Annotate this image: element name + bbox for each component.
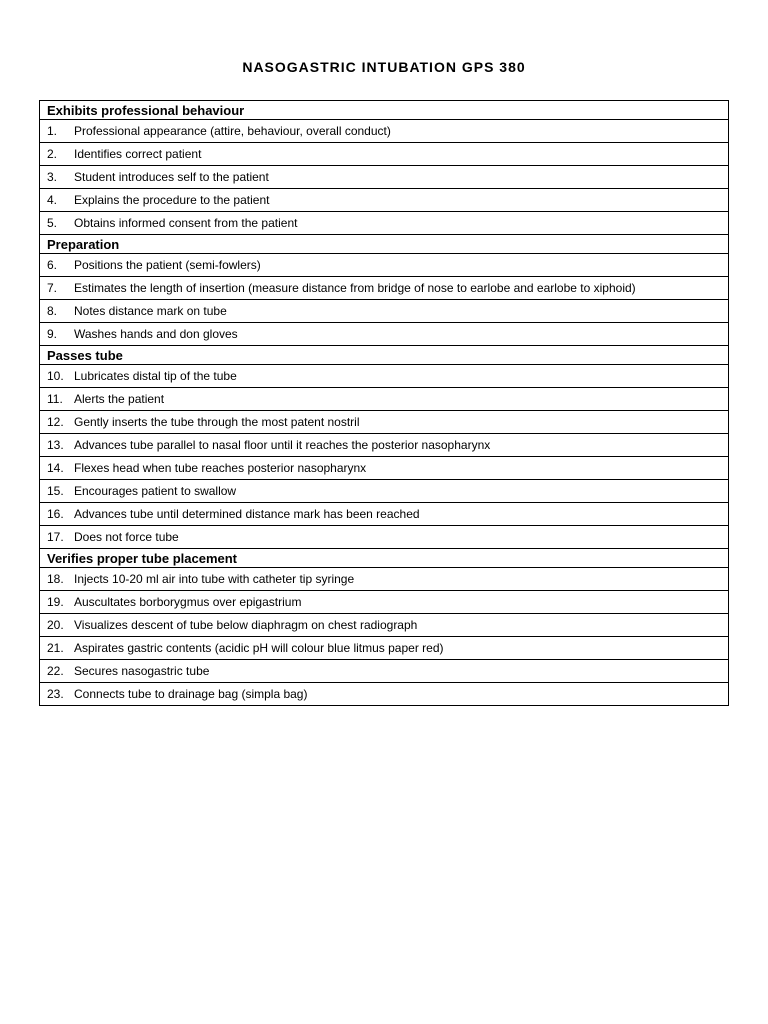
item-text: Encourages patient to swallow bbox=[74, 484, 237, 498]
item-number: 19. bbox=[47, 595, 64, 609]
item-text: Washes hands and don gloves bbox=[74, 327, 238, 341]
item-text: Alerts the patient bbox=[74, 392, 165, 406]
section-header-row bbox=[40, 346, 729, 365]
item-number: 23. bbox=[47, 687, 64, 701]
item-text: Advances tube parallel to nasal floor until it reaches the posterior nasopharynx bbox=[74, 438, 491, 452]
item-text: Visualizes descent of tube below diaphragm on chest radiograph bbox=[74, 618, 418, 632]
item-cell bbox=[40, 434, 729, 457]
item-cell bbox=[40, 323, 729, 346]
item-cell bbox=[40, 614, 729, 637]
item-number: 7. bbox=[47, 281, 58, 295]
item-cell bbox=[40, 503, 729, 526]
item-number: 1. bbox=[47, 124, 58, 138]
item-cell bbox=[40, 254, 729, 277]
item-text: Injects 10-20 ml air into tube with catheter tip syringe bbox=[74, 572, 355, 586]
item-text: Notes distance mark on tube bbox=[74, 304, 227, 318]
item-number: 6. bbox=[47, 258, 58, 272]
item-cell bbox=[40, 591, 729, 614]
table-row bbox=[40, 300, 729, 323]
section-header-row bbox=[40, 101, 729, 120]
item-text: Identifies correct patient bbox=[74, 147, 202, 161]
item-number: 21. bbox=[47, 641, 64, 655]
item-cell bbox=[40, 660, 729, 683]
item-cell bbox=[40, 300, 729, 323]
item-text: Gently inserts the tube through the most patent nostril bbox=[74, 415, 360, 429]
item-text: Does not force tube bbox=[74, 530, 179, 544]
item-cell bbox=[40, 457, 729, 480]
table-row bbox=[40, 277, 729, 300]
item-text: Flexes head when tube reaches posterior nasopharynx bbox=[74, 461, 367, 475]
table-row bbox=[40, 480, 729, 503]
item-number: 20. bbox=[47, 618, 64, 632]
table-row bbox=[40, 434, 729, 457]
item-text: Auscultates borborygmus over epigastrium bbox=[74, 595, 302, 609]
table-row bbox=[40, 212, 729, 235]
item-cell bbox=[40, 480, 729, 503]
table-row bbox=[40, 166, 729, 189]
item-cell bbox=[40, 277, 729, 300]
item-number: 2. bbox=[47, 147, 58, 161]
table-row bbox=[40, 503, 729, 526]
item-number: 10. bbox=[47, 369, 64, 383]
table-row bbox=[40, 591, 729, 614]
item-cell bbox=[40, 388, 729, 411]
section-heading: Exhibits professional behaviour bbox=[40, 101, 729, 120]
item-cell bbox=[40, 683, 729, 706]
item-number: 11. bbox=[47, 392, 63, 406]
section-header-row bbox=[40, 235, 729, 254]
item-text: Professional appearance (attire, behaviour, overall conduct) bbox=[74, 124, 391, 138]
table-row bbox=[40, 143, 729, 166]
item-cell bbox=[40, 568, 729, 591]
item-number: 22. bbox=[47, 664, 64, 678]
item-number: 14. bbox=[47, 461, 64, 475]
item-number: 17. bbox=[47, 530, 64, 544]
item-text: Estimates the length of insertion (measure distance from bridge of nose to earlobe and earlobe to xiphoid) bbox=[74, 281, 636, 295]
table-row bbox=[40, 568, 729, 591]
item-number: 15. bbox=[47, 484, 64, 498]
table-row bbox=[40, 323, 729, 346]
table-row bbox=[40, 683, 729, 706]
table-row bbox=[40, 189, 729, 212]
item-cell bbox=[40, 212, 729, 235]
item-cell bbox=[40, 365, 729, 388]
item-number: 16. bbox=[47, 507, 64, 521]
item-cell bbox=[40, 166, 729, 189]
item-number: 13. bbox=[47, 438, 64, 452]
checklist-body bbox=[40, 101, 729, 706]
item-cell bbox=[40, 143, 729, 166]
table-row bbox=[40, 365, 729, 388]
item-number: 12. bbox=[47, 415, 64, 429]
item-text: Student introduces self to the patient bbox=[74, 170, 269, 184]
item-text: Secures nasogastric tube bbox=[74, 664, 210, 678]
table-row bbox=[40, 120, 729, 143]
table-row bbox=[40, 254, 729, 277]
item-cell bbox=[40, 526, 729, 549]
table-row bbox=[40, 660, 729, 683]
item-text: Advances tube until determined distance mark has been reached bbox=[74, 507, 420, 521]
table-row bbox=[40, 637, 729, 660]
table-row bbox=[40, 411, 729, 434]
table-row bbox=[40, 614, 729, 637]
item-cell bbox=[40, 637, 729, 660]
item-text: Lubricates distal tip of the tube bbox=[74, 369, 237, 383]
item-number: 9. bbox=[47, 327, 58, 341]
item-text: Obtains informed consent from the patient bbox=[74, 216, 298, 230]
item-number: 18. bbox=[47, 572, 64, 586]
item-text: Connects tube to drainage bag (simpla bag) bbox=[74, 687, 308, 701]
section-heading: Verifies proper tube placement bbox=[40, 549, 729, 568]
item-number: 3. bbox=[47, 170, 58, 184]
item-number: 8. bbox=[47, 304, 58, 318]
table-row bbox=[40, 457, 729, 480]
item-number: 5. bbox=[47, 216, 58, 230]
section-header-row bbox=[40, 549, 729, 568]
item-text: Aspirates gastric contents (acidic pH will colour blue litmus paper red) bbox=[74, 641, 444, 655]
item-cell bbox=[40, 189, 729, 212]
checklist-table bbox=[39, 100, 729, 706]
page-title: NASOGASTRIC INTUBATION GPS 380 bbox=[242, 59, 526, 75]
item-number: 4. bbox=[47, 193, 58, 207]
section-heading: Preparation bbox=[40, 235, 729, 254]
item-cell bbox=[40, 120, 729, 143]
item-cell bbox=[40, 411, 729, 434]
item-text: Positions the patient (semi-fowlers) bbox=[74, 258, 261, 272]
section-heading: Passes tube bbox=[40, 346, 729, 365]
table-row bbox=[40, 526, 729, 549]
table-row bbox=[40, 388, 729, 411]
item-text: Explains the procedure to the patient bbox=[74, 193, 270, 207]
